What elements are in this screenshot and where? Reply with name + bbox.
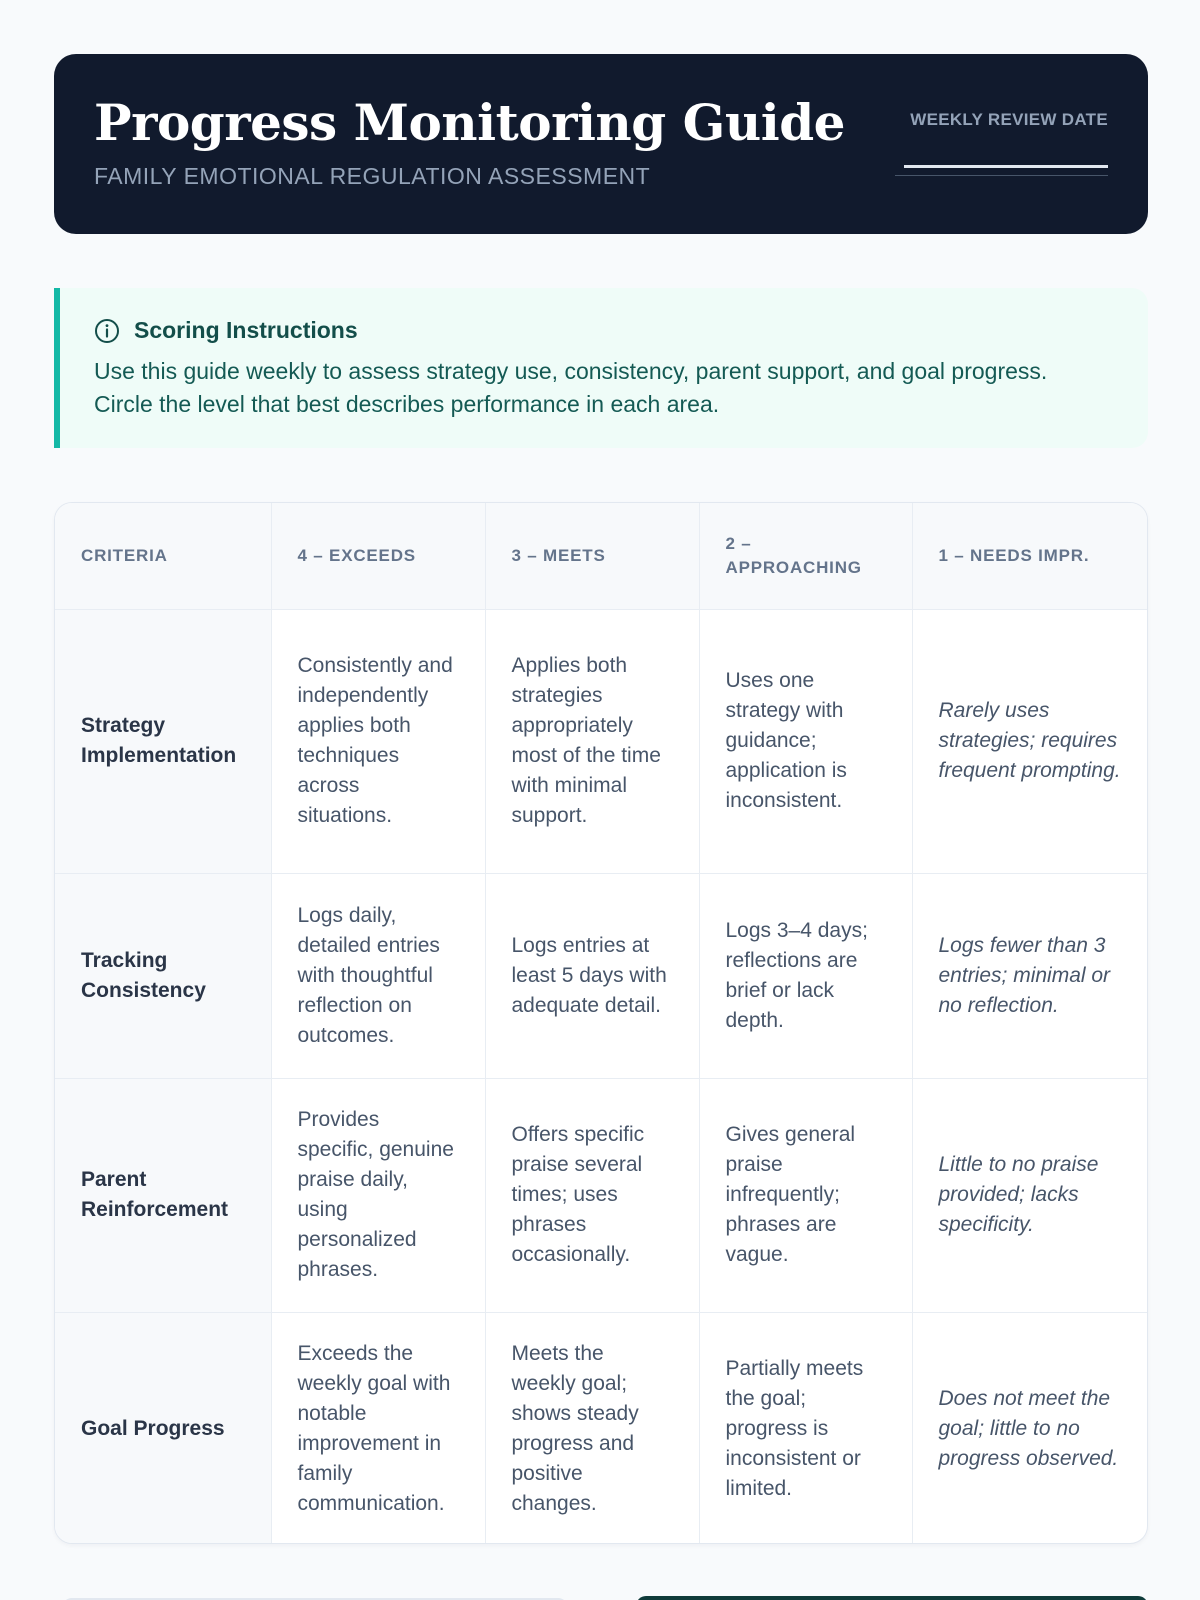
level-exceeds-cell[interactable]: Provides specific, genuine praise daily, using personalized phrases.	[271, 1078, 485, 1312]
instructions-text: Use this guide weekly to assess strategy use, consistency, parent support, and goal progress. Circle the level that best describes performance in each area.	[94, 358, 1048, 417]
level-approaching-cell[interactable]: Partially meets the goal; progress is inconsistent or limited.	[699, 1312, 912, 1544]
column-header-approaching: 2 – APPROACHING	[699, 503, 912, 609]
level-needs-cell[interactable]: Logs fewer than 3 entries; minimal or no reflection.	[912, 873, 1148, 1078]
column-header-needs-improvement: 1 – NEEDS IMPR.	[912, 503, 1148, 609]
review-date-underline	[895, 175, 1108, 176]
level-meets-cell[interactable]: Offers specific praise several times; uses phrases occasionally.	[485, 1078, 699, 1312]
level-exceeds-cell[interactable]: Consistently and independently applies both techniques across situations.	[271, 609, 485, 873]
instructions-title: Scoring Instructions	[134, 317, 358, 343]
criterion-label: Parent Reinforcement	[55, 1078, 271, 1312]
level-approaching-cell[interactable]: Logs 3–4 days; reflections are brief or lack depth.	[699, 873, 912, 1078]
table-row	[55, 1312, 1148, 1544]
info-icon	[94, 318, 120, 344]
rubric-table	[54, 502, 1148, 1544]
table-row	[55, 873, 1148, 1078]
table-row	[55, 609, 1148, 873]
column-header-criteria: CRITERIA	[55, 503, 271, 609]
level-meets-cell[interactable]: Meets the weekly goal; shows steady progress and positive changes.	[485, 1312, 699, 1544]
page-header	[54, 54, 1148, 234]
table-row	[55, 1078, 1148, 1312]
page-subtitle: FAMILY EMOTIONAL REGULATION ASSESSMENT	[94, 163, 651, 189]
level-meets-cell[interactable]: Applies both strategies appropriately most of the time with minimal support.	[485, 609, 699, 873]
review-date-field[interactable]	[904, 165, 1108, 168]
level-approaching-cell[interactable]: Uses one strategy with guidance; application is inconsistent.	[699, 609, 912, 873]
level-approaching-cell[interactable]: Gives general praise infrequently; phrases are vague.	[699, 1078, 912, 1312]
level-exceeds-cell[interactable]: Logs daily, detailed entries with thoughtful reflection on outcomes.	[271, 873, 485, 1078]
level-exceeds-cell[interactable]: Exceeds the weekly goal with notable improvement in family communication.	[271, 1312, 485, 1544]
page-title: Progress Monitoring Guide	[94, 93, 845, 152]
criterion-label: Strategy Implementation	[55, 609, 271, 873]
scoring-instructions-panel	[54, 288, 1148, 448]
column-header-exceeds: 4 – EXCEEDS	[271, 503, 485, 609]
level-meets-cell[interactable]: Logs entries at least 5 days with adequate detail.	[485, 873, 699, 1078]
level-needs-cell[interactable]: Does not meet the goal; little to no progress observed.	[938, 1386, 1119, 1470]
column-header-meets: 3 – MEETS	[485, 503, 699, 609]
level-needs-cell[interactable]: Little to no praise provided; lacks specificity.	[912, 1078, 1148, 1312]
review-date-label: WEEKLY REVIEW DATE	[910, 110, 1108, 129]
criterion-label: Tracking Consistency	[55, 873, 271, 1078]
next-section-dark-card	[636, 1596, 1148, 1600]
criterion-label: Goal Progress	[55, 1312, 271, 1544]
level-needs-cell[interactable]: Rarely uses strategies; requires frequent prompting.	[912, 609, 1148, 873]
rubric-header-row	[55, 503, 1148, 609]
